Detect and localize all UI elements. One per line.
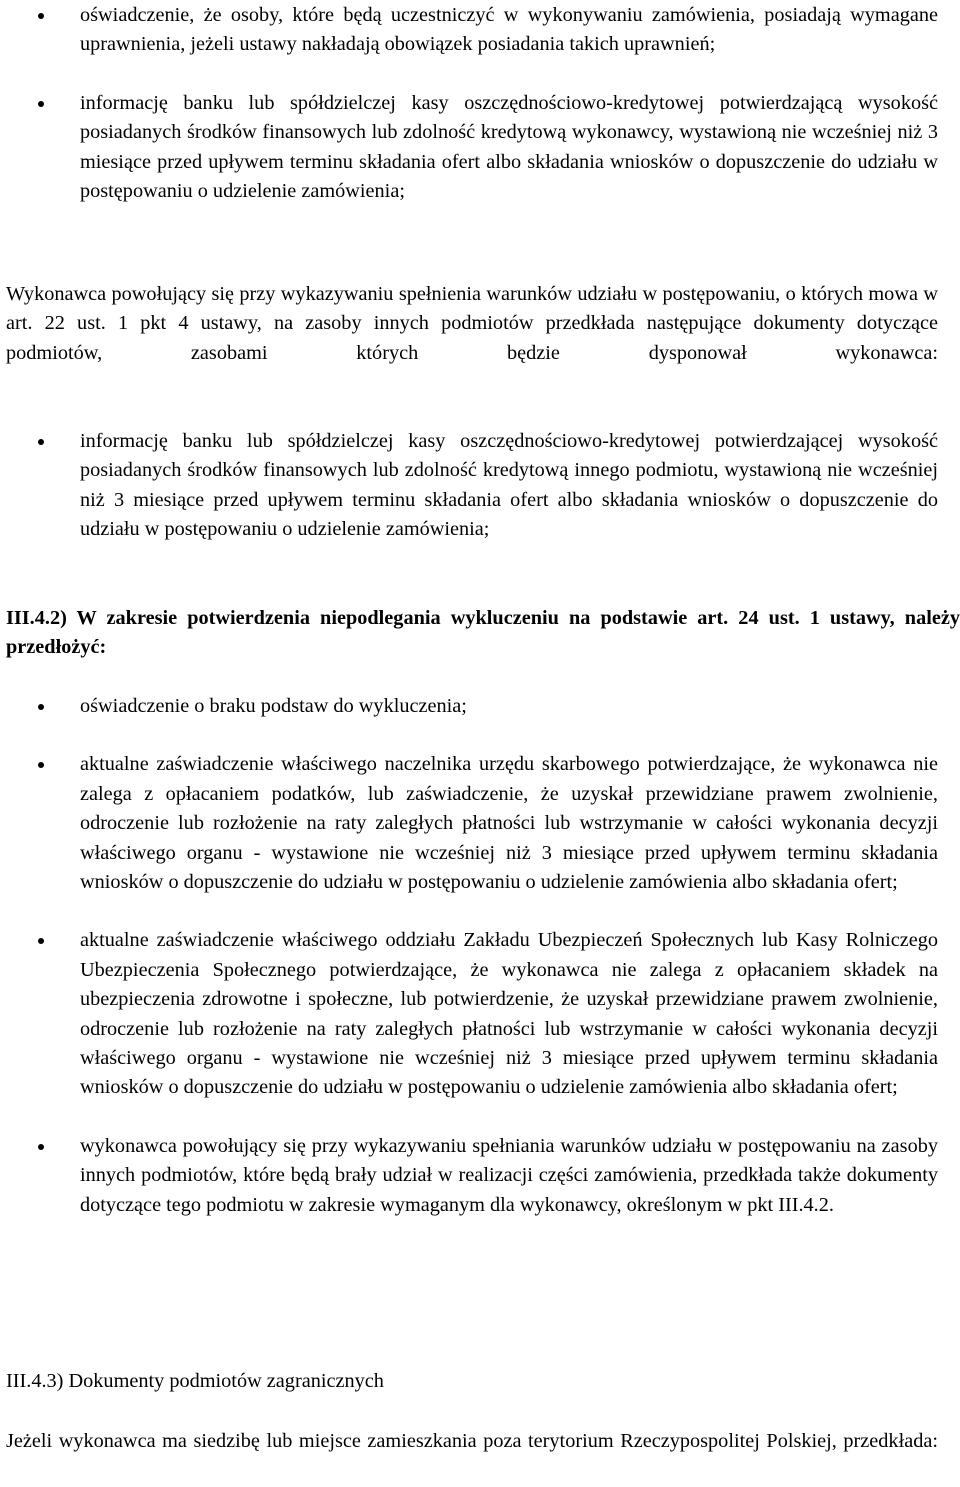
bullet-icon (38, 101, 44, 107)
list-item-text: oświadczenie, że osoby, które będą uczestniczyć w wykonywaniu zamówienia, posiadają wymagane uprawnienia, jeżeli ustawy nakładają obowiązek posiadania takich uprawnień; (80, 4, 938, 56)
list-item-text: informację banku lub spółdzielczej kasy oszczędnościowo-kredytowej potwierdzającą wysokość posiadanych środków finansowych lub zdolność kredytową wykonawcy, wystawioną nie wcześniej niż 3 miesiące przed upływem terminu składania ofert albo składania wniosków o dopuszczenie do udziału w postępowaniu o udzielenie zamówienia; (80, 91, 938, 203)
list-item (6, 89, 938, 207)
requirements-list-1 (6, 1, 938, 206)
bullet-icon (38, 762, 44, 768)
requirements-list-3 (6, 692, 938, 1220)
bullet-icon (38, 1144, 44, 1150)
list-item-text: aktualne zaświadczenie właściwego naczelnika urzędu skarbowego potwierdzające, że wykonawca nie zalega z opłacaniem podatków, lub zaświadczenie, że uzyskał przewidziane prawem zwolnienie, odroczenie lub rozłożenie na raty zaległych płatności lub wstrzymanie w całości wykonania decyzji właściwego organu - wystawione nie wcześniej niż 3 miesiące przed upływem terminu składania wniosków o dopuszczenie do udziału w postępowaniu o udzielenie zamówienia albo składania ofert; (80, 753, 938, 894)
list-item (6, 427, 938, 545)
section-heading-iii-4-2: III.4.2) W zakresie potwierdzenia niepodlegania wykluczeniu na podstawie art. 24 ust. 1 ustawy, należy przedłożyć: (6, 607, 960, 659)
bullet-icon (38, 704, 44, 710)
resources-paragraph: Wykonawca powołujący się przy wykazywaniu spełnienia warunków udziału w postępowaniu, o których mowa w art. 22 ust. 1 pkt 4 ustawy, na zasoby innych podmiotów przedkłada następujące dokumenty dotyczące podmiotów, zasobami których będzie dysponował wykonawca: (6, 283, 938, 364)
list-item-text: wykonawca powołujący się przy wykazywaniu spełniania warunków udziału w postępowaniu na zasoby innych podmiotów, które będą brały udział w realizacji części zamówienia, przedkłada także dokumenty dotyczące tego podmiotu w zakresie wymaganym dla wykonawcy, określonym w pkt III.4.2. (80, 1134, 938, 1216)
bullet-icon (38, 13, 44, 19)
list-item-text: aktualne zaświadczenie właściwego oddziału Zakładu Ubezpieczeń Społecznych lub Kasy Rolniczego Ubezpieczenia Społecznego potwierdzające, że wykonawca nie zalega z opłacaniem składek na ubezpieczenia zdrowotne i społeczne, lub potwierdzenie, że uzyskał przewidziane prawem zwolnienie, odroczenie lub rozłożenie na raty zaległych płatności lub wstrzymanie w całości wykonania decyzji właściwego organu - wystawione nie wcześniej niż 3 miesiące przed upływem terminu składania wniosków o dopuszczenie do udziału w postępowaniu o udzielenie zamówienia albo składania ofert; (80, 929, 938, 1099)
list-item (6, 1132, 938, 1220)
foreign-entities-paragraph: Jeżeli wykonawca ma siedzibę lub miejsce zamieszkania poza terytorium Rzeczypospolitej Polskiej, przedkłada: (6, 1430, 938, 1452)
list-item (6, 1, 938, 60)
list-item (6, 926, 938, 1102)
list-item (6, 750, 938, 897)
section-heading-iii-4-3: III.4.3) Dokumenty podmiotów zagranicznych (6, 1370, 384, 1392)
requirements-list-2 (6, 427, 938, 545)
list-item-text: oświadczenie o braku podstaw do wykluczenia; (80, 695, 467, 717)
list-item (6, 692, 938, 721)
list-item-text: informację banku lub spółdzielczej kasy oszczędnościowo-kredytowej potwierdzającej wysokość posiadanych środków finansowych lub zdolność kredytową innego podmiotu, wystawioną nie wcześniej niż 3 miesiące przed upływem terminu składania ofert albo składania wniosków o dopuszczenie do udziału w postępowaniu o udzielenie zamówienia; (80, 430, 938, 541)
bullet-icon (38, 439, 44, 445)
bullet-icon (38, 938, 44, 944)
